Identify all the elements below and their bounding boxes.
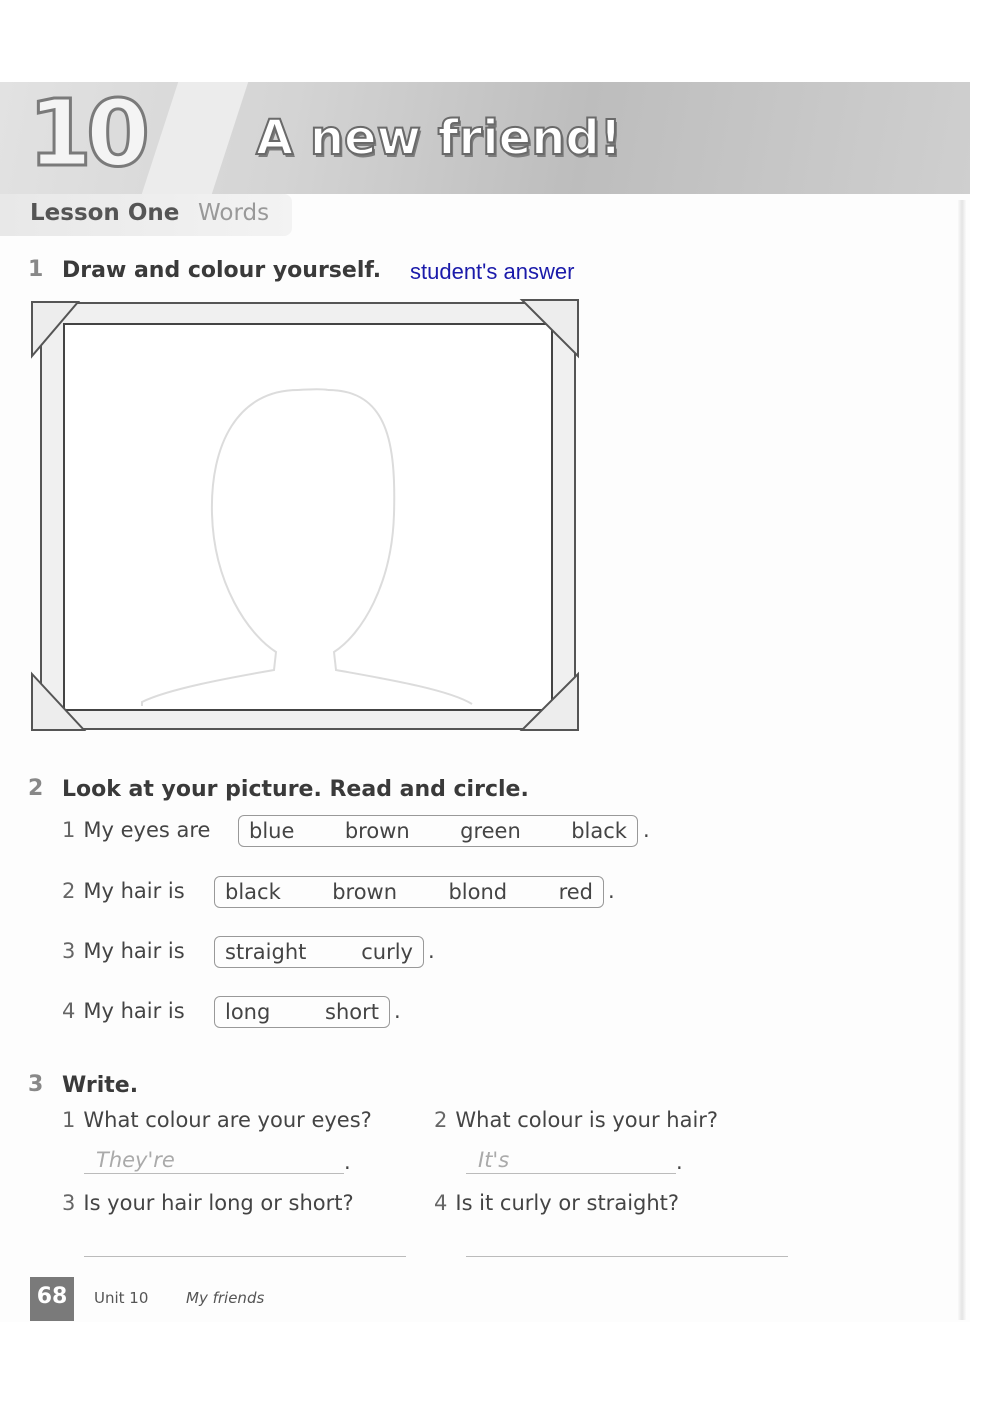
option[interactable]: straight (225, 940, 307, 964)
end-dot: . (394, 999, 401, 1023)
corner-bottom-left (32, 674, 84, 730)
item-number: 3 (62, 939, 76, 963)
circle-item-4 (62, 999, 185, 1023)
item-number: 1 (62, 818, 76, 842)
answer-starter-1: They're (96, 1148, 175, 1172)
head-silhouette (142, 390, 472, 706)
end-dot: . (428, 939, 435, 963)
item-number: 2 (62, 879, 76, 903)
item-prompt: My hair is (83, 939, 185, 963)
end-dot: . (643, 818, 650, 842)
answer-starter-2: It's (478, 1148, 510, 1172)
question-text: Is it curly or straight? (455, 1191, 680, 1215)
lesson-topic: Words (198, 200, 270, 226)
options-box-1 (238, 815, 638, 847)
options-box-4 (214, 996, 390, 1028)
footer-unit-name: My friends (186, 1289, 265, 1307)
option[interactable]: curly (361, 940, 413, 964)
lesson-label: Lesson One (30, 200, 180, 226)
circle-item-3 (62, 939, 185, 963)
question-number: 4 (434, 1191, 448, 1215)
options-box-3 (214, 936, 424, 968)
frame-decoration (28, 294, 588, 740)
option[interactable]: brown (344, 819, 410, 843)
answer-line-4[interactable] (466, 1256, 788, 1257)
answer-line-3[interactable] (84, 1256, 406, 1257)
corner-top-left (32, 302, 78, 356)
question-text: Is your hair long or short? (83, 1191, 354, 1215)
question-number: 3 (62, 1191, 76, 1215)
item-prompt: My hair is (83, 999, 185, 1023)
footer-unit: Unit 10 (94, 1289, 149, 1307)
option[interactable]: black (571, 819, 627, 843)
end-dot: . (676, 1150, 683, 1174)
item-prompt: My hair is (83, 879, 185, 903)
circle-item-2 (62, 879, 185, 903)
exercise-3-number: 3 (28, 1072, 44, 1097)
exercise-3-instruction: Write. (62, 1073, 139, 1098)
unit-number: 10 (28, 80, 145, 187)
write-question-2 (434, 1108, 718, 1132)
option[interactable]: black (225, 880, 281, 904)
option[interactable]: red (558, 880, 593, 904)
answer-line-1[interactable] (84, 1173, 344, 1174)
item-number: 4 (62, 999, 76, 1023)
question-text: What colour are your eyes? (83, 1108, 372, 1132)
option[interactable]: brown (332, 880, 398, 904)
corner-bottom-right (522, 674, 578, 730)
option[interactable]: blue (249, 819, 295, 843)
question-number: 1 (62, 1108, 76, 1132)
end-dot: . (608, 879, 615, 903)
unit-title: A new friend! (256, 110, 622, 166)
write-question-1 (62, 1108, 372, 1132)
page-edge (958, 200, 966, 1320)
write-question-3 (62, 1191, 354, 1215)
answer-line-2[interactable] (466, 1173, 676, 1174)
end-dot: . (344, 1150, 351, 1174)
exercise-2-instruction: Look at your picture. Read and circle. (62, 777, 529, 802)
options-box-2 (214, 876, 604, 908)
option[interactable]: short (325, 1000, 379, 1024)
exercise-2-number: 2 (28, 776, 44, 801)
question-number: 2 (434, 1108, 448, 1132)
option[interactable]: long (225, 1000, 271, 1024)
option[interactable]: blond (448, 880, 508, 904)
exercise-1-instruction: Draw and colour yourself. (62, 258, 382, 283)
exercise-1-number: 1 (28, 257, 44, 282)
circle-item-1 (62, 818, 210, 842)
write-question-4 (434, 1191, 679, 1215)
corner-top-right (522, 300, 578, 356)
page-number: 68 (30, 1277, 74, 1321)
option[interactable]: green (460, 819, 521, 843)
question-text: What colour is your hair? (455, 1108, 719, 1132)
item-prompt: My eyes are (83, 818, 211, 842)
answer-note: student's answer (410, 259, 575, 284)
